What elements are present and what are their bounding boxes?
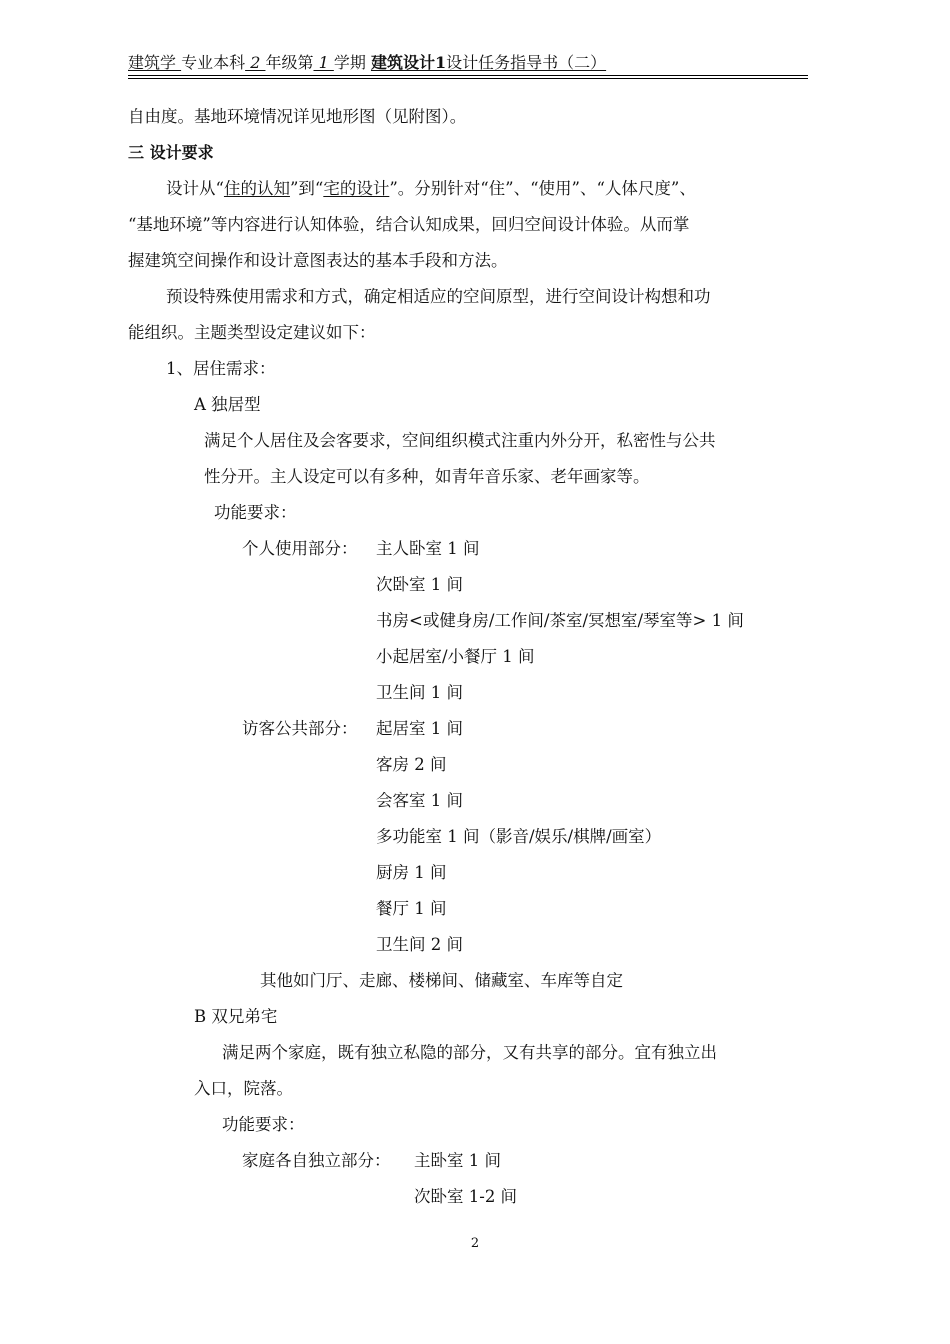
list-item: 小起居室/小餐厅 1 间 (376, 647, 535, 666)
underlined-term: 宅的设计 (323, 179, 390, 198)
subsection-title: A 独居型 (194, 395, 261, 414)
page-number: 2 (470, 1236, 480, 1251)
list-item: 卫生间 2 间 (376, 935, 463, 954)
header-rule-thin (128, 78, 808, 79)
paragraph-line: 入口，院落。 (194, 1079, 293, 1098)
header-grade: 2 (245, 53, 266, 72)
section-heading: 三 设计要求 (128, 143, 214, 162)
text-line: 自由度。基地环境情况详见地形图（见附图）。 (128, 107, 467, 126)
function-heading: 功能要求： (214, 503, 297, 522)
list-item: 客房 2 间 (376, 755, 447, 774)
subsection-title: B 双兄弟宅 (194, 1007, 278, 1026)
list-item: 次卧室 1 间 (376, 575, 463, 594)
paragraph-line: “基地环境”等内容进行认知体验，结合认知成果，回归空间设计体验。从而掌 (128, 215, 690, 234)
header-text-1: 专业本科 (181, 53, 246, 72)
list-item: 书房<或健身房/工作间/茶室/冥想室/琴室等> 1 间 (376, 611, 744, 630)
header-rule (128, 75, 808, 76)
list-item: 餐厅 1 间 (376, 899, 447, 918)
list-heading: 1、居住需求： (166, 359, 276, 378)
list-item: 厨房 1 间 (376, 863, 447, 882)
list-item: 卫生间 1 间 (376, 683, 463, 702)
paragraph-line: 满足两个家庭，既有独立私隐的部分，又有共享的部分。宜有独立出 (222, 1043, 717, 1062)
list-item: 起居室 1 间 (376, 719, 463, 738)
list-item: 多功能室 1 间（影音/娱乐/棋牌/画室） (376, 827, 662, 846)
header-course: 建筑设计1 (370, 53, 447, 72)
list-item: 主人卧室 1 间 (376, 539, 480, 558)
header-term: 1 (313, 53, 334, 72)
function-heading: 功能要求： (222, 1115, 305, 1134)
paragraph-line: 性分开。主人设定可以有多种，如青年音乐家、老年画家等。 (204, 467, 650, 486)
header-doc-title: 设计任务指导书（二） (446, 53, 607, 72)
group-label: 个人使用部分： (242, 539, 358, 558)
group-label: 访客公共部分： (242, 719, 358, 738)
paragraph-line: 能组织。主题类型设定建议如下： (128, 323, 376, 342)
list-item: 次卧室 1-2 间 (414, 1187, 518, 1206)
header-text-2: 年级第 (265, 53, 314, 72)
paragraph-line: 设计从“住的认知”到“宅的设计”。分别针对“住”、“使用”、“人体尺度”、 (166, 179, 696, 198)
paragraph-line: 握建筑空间操作和设计意图表达的基本手段和方法。 (128, 251, 508, 270)
group-label: 家庭各自独立部分： (242, 1151, 391, 1170)
header-major: 建筑学 (128, 53, 182, 72)
page-header (128, 50, 808, 76)
header-text-3: 学期 (333, 53, 366, 72)
list-item: 主卧室 1 间 (414, 1151, 501, 1170)
underlined-term: 住的认知 (223, 179, 290, 198)
list-item: 会客室 1 间 (376, 791, 463, 810)
paragraph-line: 满足个人居住及会客要求，空间组织模式注重内外分开，私密性与公共 (204, 431, 716, 450)
paragraph-line: 预设特殊使用需求和方式，确定相适应的空间原型，进行空间设计构想和功 (166, 287, 711, 306)
paragraph-line: 其他如门厅、走廊、楼梯间、储藏室、车库等自定 (260, 971, 623, 990)
